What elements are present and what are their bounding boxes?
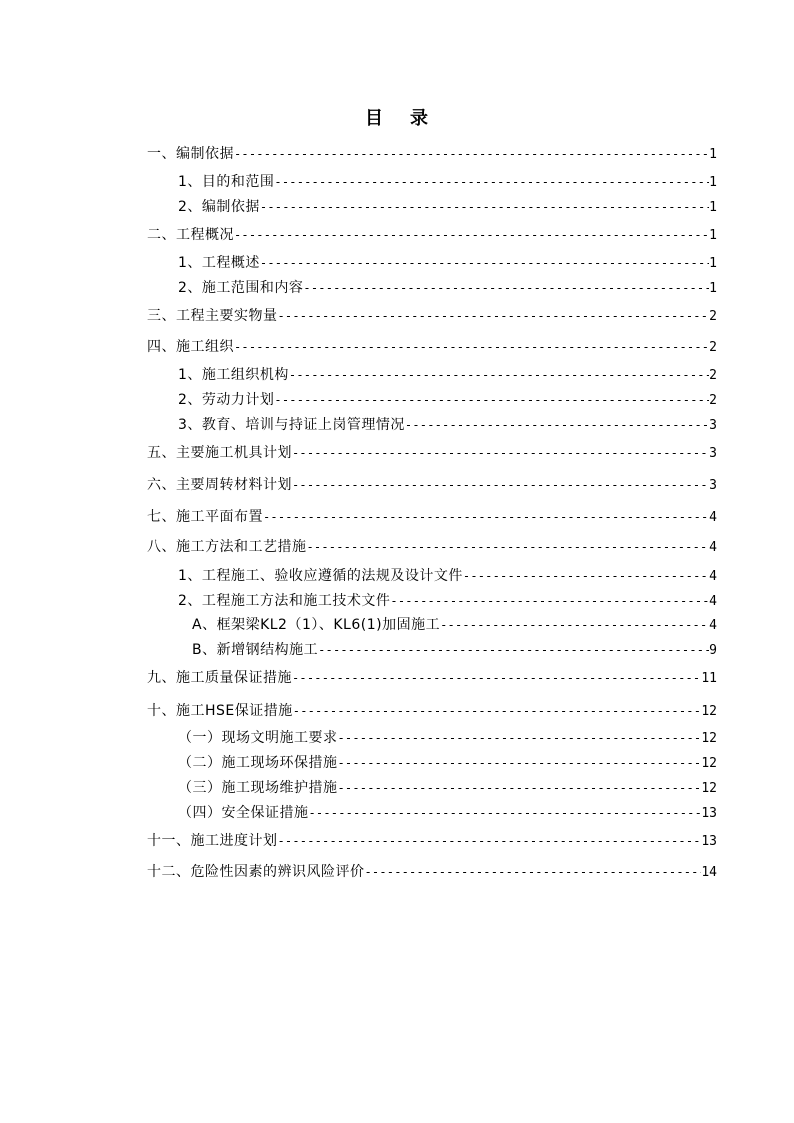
toc-leader bbox=[365, 863, 702, 881]
toc-entry-page: 2 bbox=[709, 309, 717, 324]
toc-entry-page: 9 bbox=[709, 643, 717, 658]
toc-leader bbox=[278, 832, 702, 850]
toc-leader bbox=[318, 641, 709, 659]
toc-leader bbox=[234, 145, 709, 163]
toc-entry[interactable] bbox=[147, 832, 717, 851]
toc-entry-label: （三）施工现场维护措施 bbox=[178, 780, 338, 796]
toc-entry-label: 1、工程施工、验收应遵循的法规及设计文件 bbox=[178, 568, 463, 584]
toc-entry-page: 13 bbox=[701, 806, 717, 821]
toc-entry[interactable] bbox=[147, 145, 717, 164]
toc-entry-page: 3 bbox=[709, 446, 717, 461]
toc-entry[interactable] bbox=[178, 592, 717, 611]
toc-leader bbox=[463, 567, 709, 585]
toc-entry[interactable] bbox=[178, 729, 717, 748]
toc-leader bbox=[307, 538, 710, 556]
toc-entry[interactable] bbox=[147, 226, 717, 245]
toc-entry-page: 4 bbox=[709, 569, 717, 584]
toc-entry[interactable] bbox=[147, 863, 717, 882]
toc-entry[interactable] bbox=[178, 279, 717, 298]
toc-entry-label: 五、主要施工机具计划 bbox=[147, 445, 292, 461]
toc-entry[interactable] bbox=[178, 779, 717, 798]
toc-leader bbox=[274, 391, 709, 409]
toc-leader bbox=[293, 702, 702, 720]
toc-leader bbox=[303, 279, 709, 297]
toc-entry-page: 2 bbox=[709, 368, 717, 383]
toc-entry-label: （二）施工现场环保措施 bbox=[178, 755, 338, 771]
toc-entry-page: 1 bbox=[709, 256, 717, 271]
toc-entry-page: 4 bbox=[709, 594, 717, 609]
toc-title-left: 目 bbox=[365, 108, 384, 129]
toc-entry-page: 3 bbox=[709, 478, 717, 493]
toc-entry-label: 八、施工方法和工艺措施 bbox=[147, 539, 307, 555]
toc-entry-label: 2、施工范围和内容 bbox=[178, 280, 304, 296]
toc-entry-label: 三、工程主要实物量 bbox=[147, 308, 278, 324]
toc-leader bbox=[405, 416, 709, 434]
toc-entry[interactable] bbox=[147, 702, 717, 721]
toc-leader bbox=[292, 444, 709, 462]
toc-leader bbox=[292, 669, 701, 687]
toc-entry[interactable] bbox=[178, 366, 717, 385]
toc-entry-label: 四、施工组织 bbox=[147, 339, 234, 355]
toc-entry-label: 十二、危险性因素的辨识风险评价 bbox=[147, 864, 365, 880]
toc-entry-page: 13 bbox=[701, 834, 717, 849]
toc-leader bbox=[338, 754, 702, 772]
toc-entry-page: 2 bbox=[709, 340, 717, 355]
toc-leader bbox=[390, 592, 709, 610]
toc-entry[interactable] bbox=[192, 616, 717, 635]
toc-entry[interactable] bbox=[178, 391, 717, 410]
toc-entry-page: 12 bbox=[701, 704, 717, 719]
toc-leader bbox=[278, 307, 710, 325]
toc-leader bbox=[260, 254, 709, 272]
toc-title-right: 录 bbox=[410, 108, 429, 129]
toc-entry-label: 1、工程概述 bbox=[178, 255, 260, 271]
toc-leader bbox=[274, 173, 709, 191]
toc-entry-page: 1 bbox=[709, 200, 717, 215]
toc-entry-page: 1 bbox=[709, 147, 717, 162]
toc-entry-page: 4 bbox=[709, 540, 717, 555]
toc-leader bbox=[338, 729, 702, 747]
toc-entry-label: 十一、施工进度计划 bbox=[147, 833, 278, 849]
toc-entry-label: 3、教育、培训与持证上岗管理情况 bbox=[178, 417, 405, 433]
toc-entry[interactable] bbox=[178, 416, 717, 435]
toc-entry-label: 1、目的和范围 bbox=[178, 174, 275, 190]
toc-entry-label: 2、工程施工方法和施工技术文件 bbox=[178, 593, 391, 609]
toc-entry[interactable] bbox=[147, 338, 717, 357]
toc-entry-label: A、框架梁KL2（1）、KL6(1)加固施工 bbox=[192, 617, 441, 633]
toc-entry-page: 12 bbox=[701, 731, 717, 746]
toc-entry[interactable] bbox=[178, 198, 717, 217]
toc-entry-page: 4 bbox=[709, 510, 717, 525]
toc-entry-page: 1 bbox=[709, 281, 717, 296]
toc-entry[interactable] bbox=[147, 538, 717, 557]
toc-entry[interactable] bbox=[178, 567, 717, 586]
toc-entry[interactable] bbox=[178, 254, 717, 273]
toc-entry[interactable] bbox=[178, 804, 717, 823]
toc-entry-page: 3 bbox=[709, 418, 717, 433]
toc-entry-page: 2 bbox=[709, 393, 717, 408]
toc-entry[interactable] bbox=[147, 669, 717, 688]
toc-leader bbox=[309, 804, 702, 822]
toc-entry-page: 4 bbox=[709, 618, 717, 633]
toc-entry-page: 12 bbox=[701, 781, 717, 796]
toc-entry[interactable] bbox=[147, 508, 717, 527]
toc-leader bbox=[260, 198, 709, 216]
toc-entry-label: 十、施工HSE保证措施 bbox=[147, 703, 293, 719]
toc-leader bbox=[234, 338, 709, 356]
toc-leader bbox=[292, 476, 709, 494]
toc-entry[interactable] bbox=[147, 307, 717, 326]
toc-entry[interactable] bbox=[178, 754, 717, 773]
toc-leader bbox=[234, 226, 709, 244]
toc-entry[interactable] bbox=[147, 444, 717, 463]
toc-leader bbox=[289, 366, 709, 384]
toc-entry[interactable] bbox=[178, 173, 717, 192]
toc-entry-page: 1 bbox=[709, 175, 717, 190]
toc-entry[interactable] bbox=[192, 641, 717, 660]
toc-entry-page: 14 bbox=[701, 865, 717, 880]
toc-entry-label: 九、施工质量保证措施 bbox=[147, 670, 292, 686]
toc-leader bbox=[263, 508, 709, 526]
toc-entry-page: 12 bbox=[701, 756, 717, 771]
toc-entry-label: 2、劳动力计划 bbox=[178, 392, 275, 408]
toc-leader bbox=[440, 616, 709, 634]
toc-entry-label: （四）安全保证措施 bbox=[178, 805, 309, 821]
toc-entry-label: 七、施工平面布置 bbox=[147, 509, 263, 525]
toc-entry-label: B、新增钢结构施工 bbox=[192, 642, 319, 658]
toc-entry-label: 一、编制依据 bbox=[147, 146, 234, 162]
toc-entry-label: （一）现场文明施工要求 bbox=[178, 730, 338, 746]
toc-entry-page: 1 bbox=[709, 228, 717, 243]
toc-entry-label: 六、主要周转材料计划 bbox=[147, 477, 292, 493]
toc-entry-label: 2、编制依据 bbox=[178, 199, 260, 215]
toc-leader bbox=[338, 779, 702, 797]
toc-entry-label: 1、施工组织机构 bbox=[178, 367, 289, 383]
toc-entry[interactable] bbox=[147, 476, 717, 495]
toc-entry-label: 二、工程概况 bbox=[147, 227, 234, 243]
toc-entry-page: 11 bbox=[701, 671, 717, 686]
